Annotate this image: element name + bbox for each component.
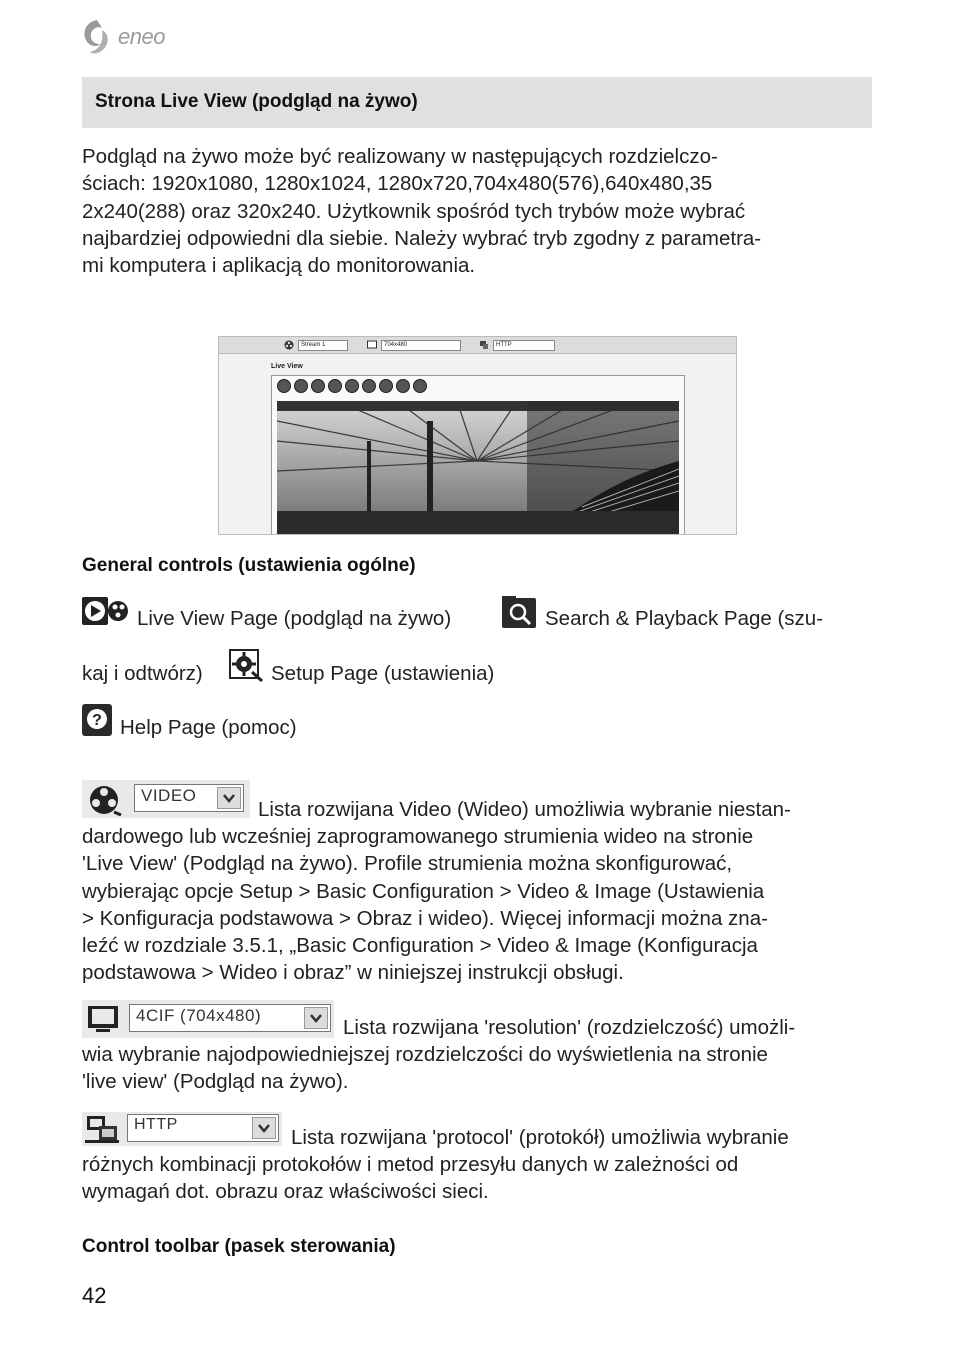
control-button[interactable] [277,379,291,393]
intro-line: mi komputera i aplikacją do monitorowania. [82,254,476,278]
control-buttons [277,379,427,393]
video-desc-line: wybierając opcje Setup > Basic Configuration > Video & Image (Ustawienia [82,879,765,903]
intro-line: ściach: 1920x1080, 1280x1024, 1280x720,704x480(576),640x480,35 [82,172,713,196]
live-view-screenshot [218,336,737,535]
chevron-down-icon [217,787,241,809]
resolution-desc [82,1041,768,1096]
resolution-dropdown-value: 4CIF (704x480) [136,1006,262,1025]
network-computer-icon [85,1114,119,1144]
screenshot-toolbar [219,337,736,354]
protocol-desc-line: wymagań dot. obrazu oraz właściwości sieci. [82,1180,489,1204]
video-dropdown[interactable] [134,784,244,812]
live-view-page-label: Live View Page (podgląd na żywo) [137,607,452,630]
general-controls-heading: General controls (ustawienia ogólne) [82,555,416,576]
control-button[interactable] [311,379,325,393]
chevron-down-icon [252,1117,276,1139]
control-button[interactable] [294,379,308,393]
section-banner [82,77,872,128]
protocol-desc-line: różnych kombinacji protokołów i metod przesyłu danych w zależności od [82,1153,739,1176]
control-button[interactable] [328,379,342,393]
video-desc-line-1: Lista rozwijana Video (Wideo) umożliwia wybranie niestan- [258,798,791,821]
search-playback-icon[interactable] [502,596,536,628]
resolution-desc-line-1: Lista rozwijana 'resolution' (rozdzielczość) umożli- [343,1016,796,1039]
protocol-dropdown-graphic [82,1112,282,1146]
stream-dropdown[interactable]: Stream 1 [298,340,348,351]
video-desc-line: dardowego lub wcześniej zaprogramowanego strumienia wideo na stronie [82,825,754,848]
video-desc [82,823,768,987]
resolution-dropdown[interactable] [129,1004,331,1032]
video-desc-line: leźć w rozdziale 3.5.1, „Basic Configuration > Video & Image (Konfiguracja [82,934,758,958]
intro-line: 2x240(288) oraz 320x240. Użytkownik spośród tych trybów może wybrać [82,199,746,223]
resolution-desc-line: wia wybranie najodpowiedniejszej rozdzielczości do wyświetlenia na stronie [82,1043,768,1066]
video-dropdown-graphic [82,780,250,818]
help-icon[interactable] [82,704,112,736]
video-desc-line: podstawowa > Wideo i obraz” w niniejszej instrukcji obsługi. [82,961,624,985]
live-view-page-icon[interactable] [82,597,130,627]
protocol-dropdown[interactable] [127,1114,279,1142]
page-number: 42 [82,1283,107,1308]
intro-paragraph [82,143,761,279]
setup-page-label: Setup Page (ustawienia) [271,662,495,685]
monitor-icon [86,1004,120,1034]
logo-text: eneo [118,24,165,49]
chevron-down-icon [304,1007,328,1029]
control-button[interactable] [362,379,376,393]
control-toolbar-heading: Control toolbar (pasek sterowania) [82,1236,396,1257]
live-view-label: Live View [271,363,303,370]
video-desc-line: > Konfiguracja podstawowa > Obraz i wideo). Więcej informacji można zna- [82,906,768,930]
intro-line: Podgląd na żywo może być realizowany w następujących rozdzielczo- [82,145,718,168]
protocol-desc-line-1: Lista rozwijana 'protocol' (protokół) umożliwia wybranie [291,1126,789,1149]
control-button[interactable] [345,379,359,393]
section-title: Strona Live View (podgląd na żywo) [95,91,418,112]
logo-swirl-icon [80,18,114,56]
protocol-desc [82,1151,738,1206]
control-button[interactable] [379,379,393,393]
protocol-mini-dropdown[interactable]: HTTP [493,340,555,351]
eneo-logo [80,18,165,56]
svg-text:?: ? [92,712,102,729]
help-page-label: Help Page (pomoc) [120,716,297,739]
resolution-dropdown-graphic [82,1000,334,1038]
control-button[interactable] [413,379,427,393]
control-button[interactable] [396,379,410,393]
monitor-icon [367,340,377,350]
video-reel-icon [284,340,294,350]
protocol-dropdown-value: HTTP [134,1116,178,1133]
video-desc-line: 'Live View' (Podgląd na żywo). Profile strumienia można skonfigurować, [82,852,733,876]
intro-line: najbardziej odpowiedni dla siebie. Należy wybrać tryb zgodny z parametra- [82,226,762,250]
video-reel-icon [88,784,122,816]
video-dropdown-value: VIDEO [141,786,197,805]
camera-image [277,401,679,534]
setup-icon[interactable] [228,648,264,682]
resolution-mini-dropdown[interactable]: 704x480 [381,340,461,351]
search-page-label-1: Search & Playback Page (szu- [545,607,824,630]
network-icon [479,340,489,350]
resolution-desc-line: 'live view' (Podgląd na żywo). [82,1070,349,1094]
search-page-label-2: kaj i odtwórz) [82,662,203,685]
